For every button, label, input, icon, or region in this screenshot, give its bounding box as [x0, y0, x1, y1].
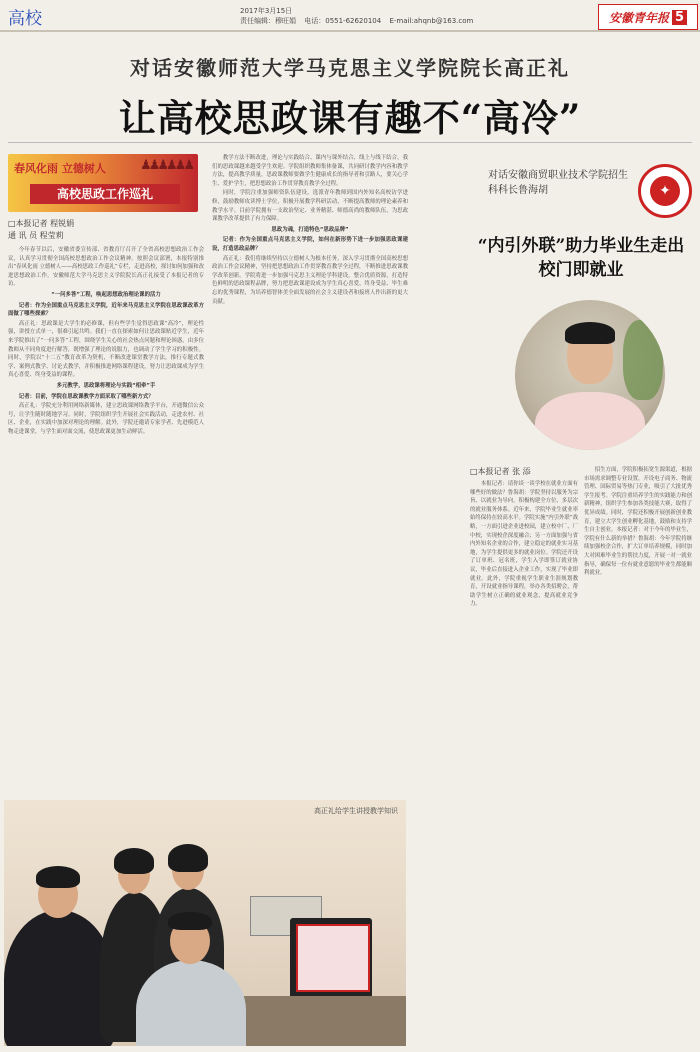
page-number: 5 — [672, 10, 687, 25]
person-hair — [36, 866, 80, 888]
person-hair — [168, 912, 212, 930]
sidebar-byline: □本报记者 张 添 — [470, 467, 531, 476]
question-paragraph: 记者：目前，学院在思政课教学方面采取了哪些新方式？ — [18, 393, 154, 400]
intro-paragraph: 今年春节以后，安徽省委宣传部、省教育厅召开了全省高校思想政治工作会议，认真学习贯彻全国高校思想政治工作会议精神。按照会议部署，本报特别推出“春风化雨 立德树人——高校思政工作巡礼”专栏，走进高校，探讨如何加强和改进思想政治工作。安徽师范大学马克思主义学院院长高正礼接受了本报记者的专访。 — [8, 247, 204, 288]
header-meta — [240, 6, 600, 26]
title-divider — [8, 142, 692, 143]
header-editor: 责任编辑：穆旺娟 — [240, 17, 296, 25]
byline-correspondent: 通 讯 员 程莹莉 — [8, 231, 64, 240]
section-label: 高校 — [8, 9, 42, 29]
sidebar-paragraph: 招生方面，学院积极拓宽生源渠道，根据市场需求调整专业设置，开设电子商务、物流管理、国际贸易等热门专业，吸引了大批优秀学生报考。学院注重培养学生的实践能力和创新精神，组织学生参加各类技能大赛，取得了优异成绩。同时，学院还积极开展创新创业教育，建立大学生创业孵化基地，鼓励和支持学生自主创业。本报记者：对于今年的毕业生，学院有什么新的举措？鲁海胡：今年学院将继续加强校企合作，扩大订单培养规模，同时加大对困难毕业生的帮扶力度，开展一对一就业指导，确保每一位有就业意愿的毕业生都能顺利就业。 — [584, 467, 692, 577]
question-paragraph: 记者：作为全国重点马克思主义学院，近年来马克思主义学院在思政课改革方面做了哪些探索？ — [8, 302, 204, 318]
interviewee-portrait — [515, 300, 665, 450]
article-column-1 — [8, 246, 204, 794]
article-title: 让高校思政课有趣不“高冷” — [118, 96, 582, 140]
person-hair — [114, 848, 154, 874]
section-subhead: 多元教学，思政课将理论与实践“相牵”手 — [56, 382, 156, 389]
monitor-shape — [290, 918, 372, 998]
people-silhouette-icon: ♟♟♟♟♟♟ — [140, 158, 192, 173]
body-paragraph: 同时，学院注重加强师资队伍建设，选派青年教师到国内外知名高校访学进修，鼓励教师攻读博士学位，积极开展教学科研活动，不断提高教师的理论素养和教学水平。目前学院拥有一支政治坚定、业务精湛、师德高尚的教师队伍，为思政课教学改革提供了有力保障。 — [212, 190, 408, 223]
column-badge — [8, 154, 198, 212]
article-subhead: 对话安徽师范大学马克思主义学院院长高正礼 — [130, 56, 570, 80]
header-date: 2017年3月15日 — [240, 7, 293, 15]
section-subhead: 思政为魂，打造特色“思政品牌” — [271, 226, 349, 233]
header-divider — [0, 30, 700, 32]
answer-paragraph: 高正礼：学院充分利用网络新媒体，建立思政课网络教学平台，开通微信公众号，让学生随时随地学习。同时，学院组织学生开展社会实践活动，走进农村、社区、企业，在实践中加深对理论的理解。此外，学院还邀请专家学者、先进模范人物走进课堂，与学生面对面交流，使思政课更加生动鲜活。 — [8, 403, 204, 435]
answer-paragraph: 高正礼：我们将继续坚持以立德树人为根本任务，深入学习贯彻全国高校思想政治工作会议精神，坚持把思想政治工作贯穿教育教学全过程，不断推进思政课教学改革创新。学院将进一步加强马克思主义理论学科建设，整合优质资源，打造特色鲜明的思政课程品牌，努力把思政课建设成为学生真心喜爱、终身受益、毕生难忘的优秀课程，为培养德智体美全面发展的社会主义建设者和接班人作出新的更大贡献。 — [212, 255, 408, 305]
header-email: E-mail:ahqnb@163.com — [389, 17, 474, 25]
column-badge-top: 春风化雨 立德树人 — [14, 162, 106, 175]
sidebar-column-right — [584, 466, 692, 1040]
sidebar-column-left — [470, 480, 578, 1040]
person-shape — [136, 960, 246, 1046]
answer-paragraph: 高正礼：思政课是大学生的必修课，但有些学生觉得思政课“高冷”，理论性强，讲授方式单一，很难引起共鸣。我们一直在探索如何让思政课贴近学生，近年来学院推出了“一问多答”工程，围绕学生关心的社会热点问题和理论困惑，由多位教师从不同角度进行解答，既增强了理论的说服力，也调动了学生学习的积极性。同时，学院以“十二五”教育改革为契机，不断改进课堂教学方法，推行专题式教学、案例式教学、讨论式教学，并积极推进网络课程建设，努力让思政课成为学生真心喜爱、终身受益的课程。 — [8, 320, 204, 379]
sidebar-title: “内引外联”助力毕业生走出校门即就业 — [477, 236, 685, 280]
school-logo-icon: ✦ — [638, 164, 692, 218]
section-subhead: “一问多答”工程，唤起思想政治理论课的活力 — [51, 291, 161, 298]
photo-caption: 高正礼给学生讲授教学知识 — [314, 807, 398, 815]
person-shape — [4, 910, 114, 1046]
newspaper-masthead — [598, 4, 698, 30]
body-paragraph: 教学方法不断改进，理论与实践结合、课内与课外结合、线上与线下结合，我们的思政课越来越受学生欢迎。学院组织教师集体备课，共同研讨教学内容和教学方法，提高教学质量。思政课教师要做学生健康成长的指导者和引路人，要关心学生、爱护学生，把思想政治工作贯穿教育教学全过程。 — [212, 155, 408, 187]
news-photo — [4, 800, 406, 1046]
person-hair — [168, 844, 208, 872]
byline-reporter: □本报记者 程锐娟 — [8, 219, 75, 228]
question-paragraph: 记者：作为全国重点马克思主义学院，如何在新形势下进一步加强思政课建设，打造思政品牌？ — [212, 237, 408, 252]
column-badge-bottom: 高校思政工作巡礼 — [30, 184, 180, 204]
sidebar-paragraph: 本报记者：请你谈一谈学校在就业方面有哪些好的做法？鲁海胡：学院坚持以服务为宗旨、以就业为导向，积极构建全方位、多层次的就业服务体系。近年来，学院毕业生就业率始终保持在较高水平。学院实施“内引外联”战略，一方面引进企业进校园，建立校中厂、厂中校，实现校企深度融合；另一方面加强与省内外知名企业的合作，建立稳定的就业实习基地，为学生提供更多的就业岗位。学院还开设了订单班、冠名班，学生入学即签订就业协议，毕业后直接进入企业工作，实现了毕业即就业。此外，学院重视学生职业生涯规划教育，开设就业指导课程，举办各类招聘会，帮助学生树立正确的就业观念，提高就业竞争力。 — [470, 481, 578, 608]
sidebar-kicker: 对话安徽商贸职业技术学院招生科科长鲁海胡 — [488, 170, 628, 196]
header-phone: 电话：0551-62620104 — [304, 17, 382, 25]
masthead-title: 安徽青年报 — [608, 10, 669, 25]
article-column-2 — [212, 154, 408, 794]
